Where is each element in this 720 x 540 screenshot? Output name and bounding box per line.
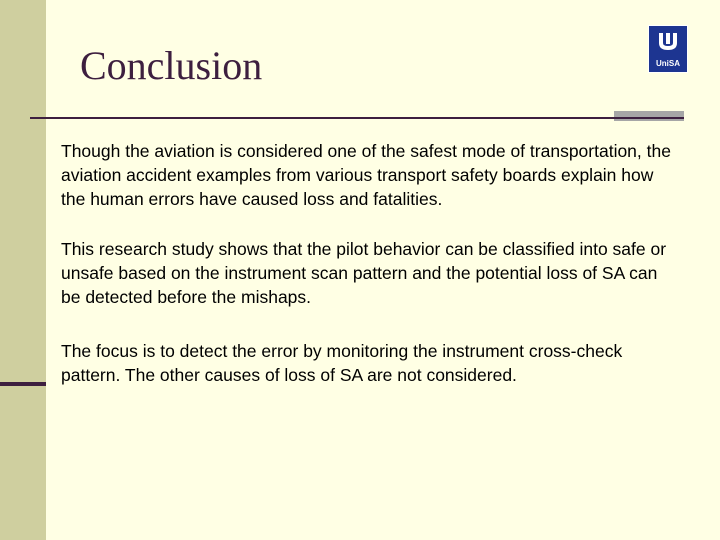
title-divider bbox=[30, 117, 684, 119]
paragraph-1: Though the aviation is considered one of the safest mode of transportation, the aviation accident examples from various transport safety boards explain how the human errors have caused loss and fatalities. bbox=[61, 141, 671, 209]
slide-body bbox=[61, 139, 681, 415]
left-bar-accent-line bbox=[0, 382, 46, 386]
left-decorative-bar bbox=[0, 0, 46, 540]
logo-text: UniSA bbox=[656, 59, 680, 68]
unisa-emblem-icon bbox=[657, 32, 679, 52]
unisa-logo bbox=[648, 25, 688, 73]
title-rule-highlight bbox=[614, 111, 684, 121]
paragraph-2: This research study shows that the pilot behavior can be classified into safe or unsafe based on the instrument scan pattern and the potential loss of SA can be detected before the mishaps. bbox=[61, 239, 667, 307]
slide-title: Conclusion bbox=[80, 43, 263, 88]
paragraph-3: The focus is to detect the error by monitoring the instrument cross-check pattern. The other causes of loss of SA are not considered. bbox=[61, 341, 623, 385]
